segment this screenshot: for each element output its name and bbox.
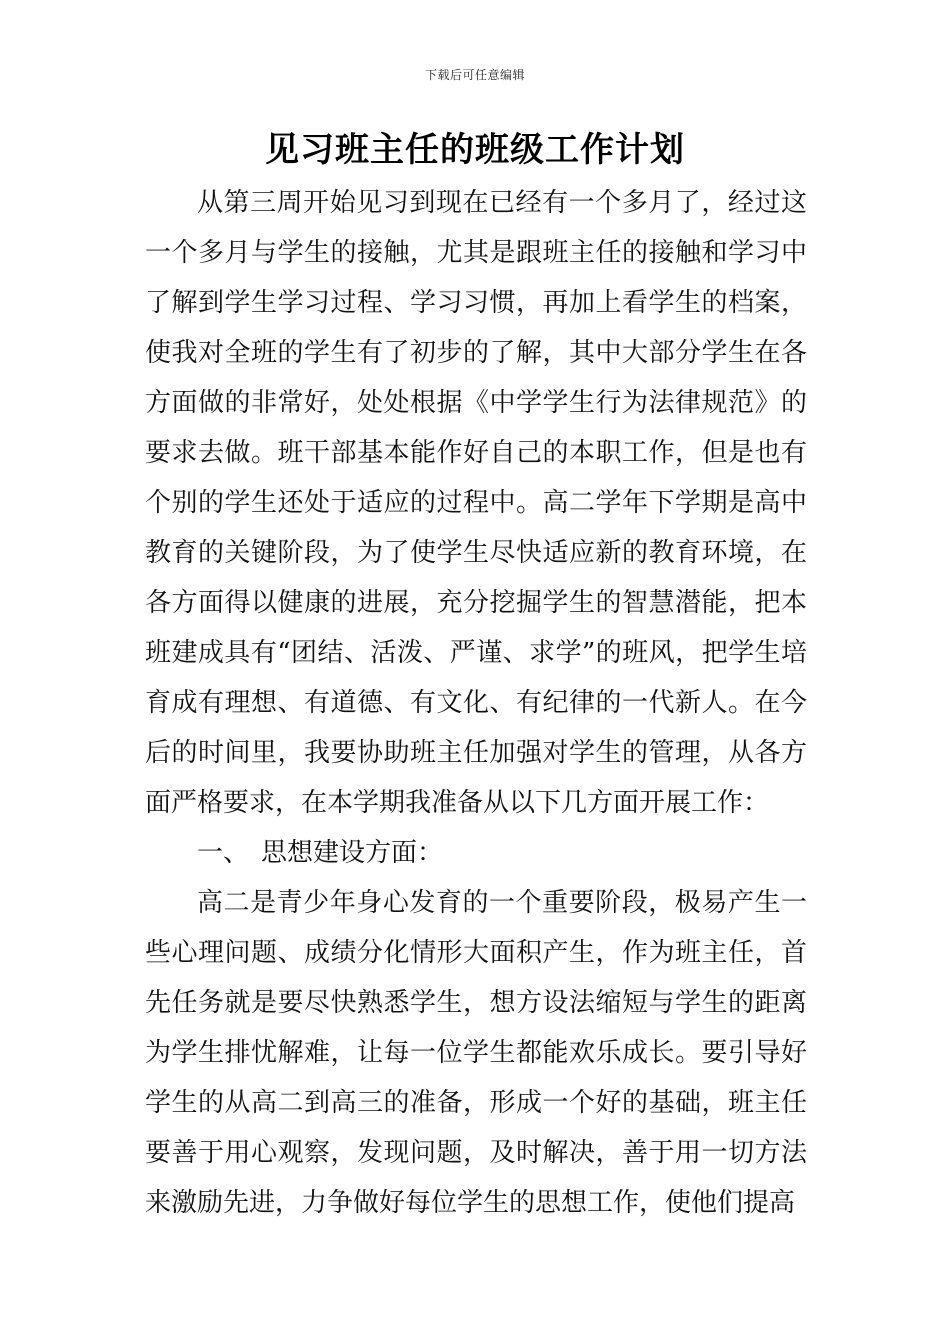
section-heading bbox=[145, 828, 807, 878]
section-paragraph: 高二是青少年身心发育的一个重要阶段，极易产生一些心理问题、成绩分化情形大面积产生，作为班主任，首先任务就是要尽快熟悉学生，想方设法缩短与学生的距离为学生排忧解难，让每一位学生都能欢乐成长。要引导好学生的从高二到高三的准备，形成一个好的基础，班主任要善于用心观察，发现问题，及时解决，善于用一切方法来激励先进，力争做好每位学生的思想工作，使他们提高 bbox=[145, 888, 807, 1218]
section-heading-text: 思想建设方面： bbox=[261, 838, 444, 868]
page-header-note: 下载后可任意编辑 bbox=[424, 68, 525, 82]
section-number: 一、 bbox=[197, 838, 250, 868]
intro-paragraph: 从第三周开始见习到现在已经有一个多月了，经过这一个多月与学生的接触，尤其是跟班主任的接触和学习中了解到学生学习过程、学习习惯，再加上看学生的档案，使我对全班的学生有了初步的了解，其中大部分学生在各方面做的非常好，处处根据《中学学生行为法律规范》的要求去做。班干部基本能作好自己的本职工作，但是也有个别的学生还处于适应的过程中。高二学年下学期是高中教育的关键阶段，为了使学生尽快适应新的教育环境，在各方面得以健康的进展，充分挖掘学生的智慧潜能，把本班建成具有“团结、活泼、严谨、求学”的班风，把学生培育成有理想、有道德、有文化、有纪律的一代新人。在今后的时间里，我要协助班主任加强对学生的管理，从各方面严格要求，在本学期我准备从以下几方面开展工作： bbox=[145, 188, 807, 818]
document-title: 见习班主任的班级工作计划 bbox=[265, 130, 685, 170]
document-body bbox=[145, 178, 807, 1228]
